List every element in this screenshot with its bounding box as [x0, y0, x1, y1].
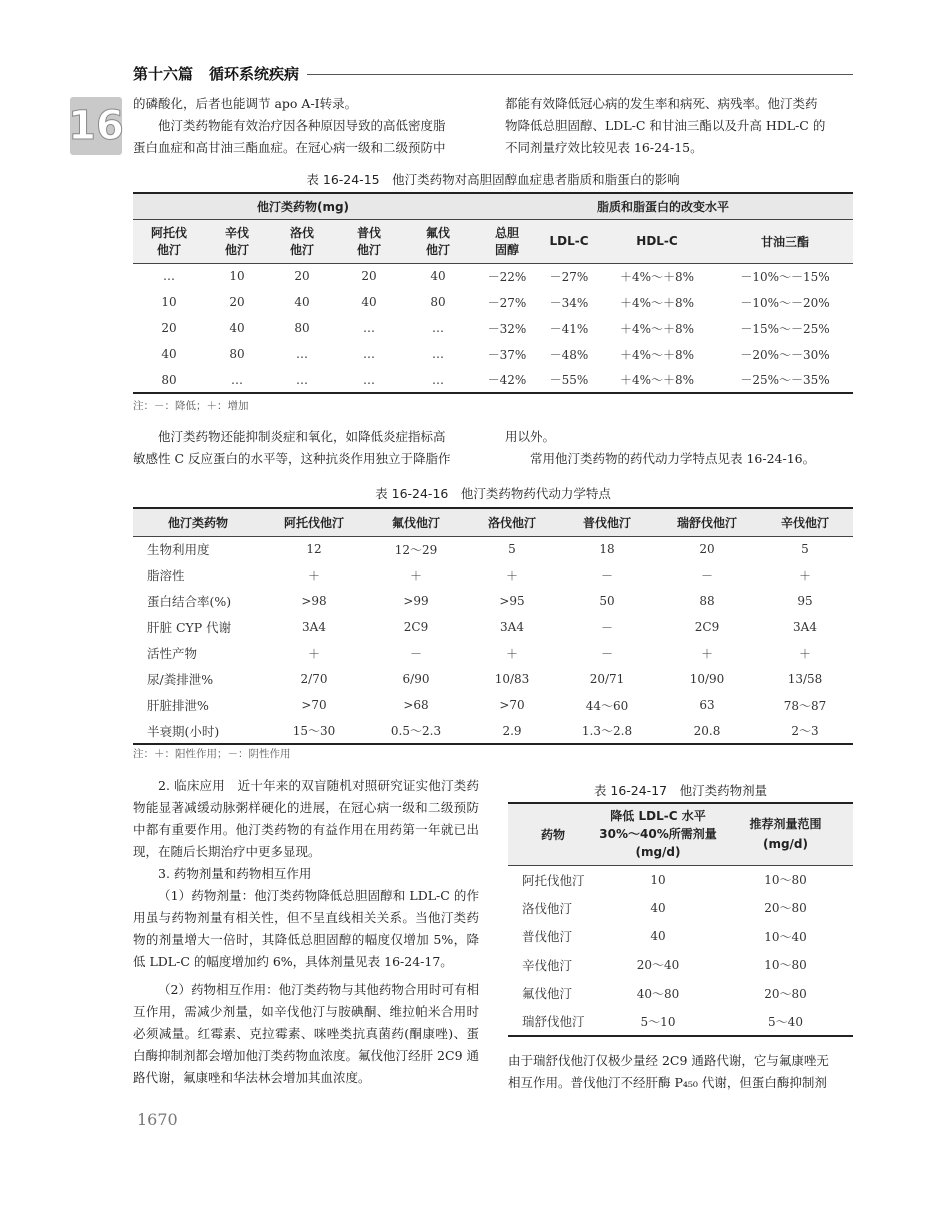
table-16-note: 注：＋：阳性作用；－：阴性作用 — [133, 748, 291, 760]
table-cell: … — [296, 347, 308, 361]
table-cell: －27% — [549, 269, 589, 284]
mid-left-line: 他汀类药物还能抑制炎症和氧化，如降低炎症指标高 — [158, 429, 446, 444]
table-cell: 5 — [801, 542, 809, 557]
table-cell: 1.3～2.8 — [581, 724, 633, 738]
table-cell: 10 — [161, 295, 177, 309]
table-cell: 2C9 — [403, 620, 429, 634]
table-cell: 12～29 — [394, 542, 438, 557]
part-title: 循环系统疾病 — [209, 64, 300, 83]
table-cell: 88 — [699, 594, 715, 608]
table-cell: … — [363, 347, 375, 361]
bottom-right-line: 相互作用。普伐他汀不经肝酶 P₄₅₀ 代谢，但蛋白酶抑制剂 — [508, 1075, 827, 1090]
table-cell: 40 — [430, 269, 446, 284]
table-15-body — [133, 263, 853, 393]
intro-right-line: 不同剂量疗效比较见表 16-24-15。 — [505, 140, 703, 155]
bottom-right-line: 由于瑞舒伐他汀仅极少量经 2C9 通路代谢，它与氟康唑无 — [508, 1053, 829, 1068]
table-cell: 20 — [161, 321, 177, 335]
table-15-col-header: 总胆 固醇 — [494, 226, 519, 257]
table-cell: －42% — [487, 373, 527, 387]
table-cell: 95 — [797, 594, 813, 608]
table-cell: 蛋白结合率(%) — [147, 594, 232, 609]
mid-right-column — [505, 426, 853, 470]
table-cell: 20.8 — [693, 723, 721, 738]
table-cell: 13/58 — [787, 672, 823, 686]
table-cell: － — [700, 568, 713, 583]
table-cell: 20 — [361, 269, 377, 284]
table-16-caption: 表 16-24-16 他汀类药物药代动力学特点 — [375, 486, 611, 501]
table-cell: 3A4 — [500, 620, 524, 634]
bottom-left-column — [133, 775, 479, 1089]
table-cell: 80 — [161, 372, 177, 387]
table-cell: >70 — [499, 698, 525, 712]
table-cell: 2～3 — [791, 724, 819, 738]
table-cell: ＋4%～＋8% — [619, 373, 695, 387]
table-cell: 肝脏排泄% — [147, 698, 209, 713]
table-16-col-header: 他汀类药物 — [167, 515, 228, 530]
table-cell: 20～80 — [764, 901, 807, 916]
table-15-col-header: 阿托伐 他汀 — [150, 226, 187, 257]
table-cell: >95 — [499, 594, 525, 608]
table-cell: ＋ — [798, 568, 811, 583]
table-row — [508, 922, 853, 951]
table-cell: －37% — [487, 347, 527, 362]
table-cell: 5～40 — [768, 1014, 803, 1029]
table-row — [133, 367, 853, 393]
table-15-col-header: HDL-C — [636, 234, 678, 248]
table-cell: 3A4 — [302, 620, 326, 634]
table-cell: 尿/粪排泄% — [147, 672, 214, 687]
table-cell: 肝脏 CYP 代谢 — [147, 620, 232, 635]
table-cell: 10～40 — [764, 929, 807, 944]
table-cell: 脂溶性 — [147, 568, 185, 583]
table-row — [133, 315, 853, 341]
table-cell: ＋ — [409, 568, 422, 583]
table-cell: 20 — [699, 542, 715, 557]
table-17-col-dose: 降低 LDL-C 水平 30%～40%所需剂量 (mg/d) — [599, 809, 717, 860]
intro-right-line: 都能有效降低冠心病的发生率和病死、病残率。他汀类药 — [505, 96, 818, 111]
table-cell: … — [363, 321, 375, 335]
running-header — [133, 62, 853, 84]
table-cell: … — [363, 372, 375, 387]
section-heading: 3. 药物剂量和药物相互作用 — [158, 866, 312, 881]
table-row — [133, 263, 853, 289]
table-row — [508, 951, 853, 980]
table-cell: －55% — [549, 373, 589, 387]
table-cell: 生物利用度 — [147, 542, 210, 558]
table-cell: 50 — [599, 594, 615, 608]
table-16-col-header: 洛伐他汀 — [487, 515, 536, 530]
table-cell: －32% — [487, 321, 527, 336]
intro-left-column — [133, 93, 479, 159]
table-cell: 0.5～2.3 — [390, 724, 442, 738]
chapter-number: 16 — [68, 103, 124, 149]
table-cell: 10～80 — [764, 958, 807, 973]
intro-left-line: 他汀类药物能有效治疗因各种原因导致的高低密度脂 — [158, 118, 446, 133]
table-15-group-lipids: 脂质和脂蛋白的改变水平 — [473, 193, 853, 219]
header-rule — [307, 74, 853, 75]
table-17-caption: 表 16-24-17 他汀类药物剂量 — [593, 783, 768, 798]
table-cell: ＋4%～＋8% — [619, 347, 695, 362]
table-cell: 20/71 — [589, 672, 625, 686]
page-number: 1670 — [137, 1110, 178, 1129]
table-16-col-header: 辛伐他汀 — [780, 515, 829, 530]
table-cell: ＋ — [307, 568, 320, 583]
table-cell: －34% — [549, 295, 589, 310]
table-cell: 5 — [508, 542, 516, 557]
table-15-col-header: 洛伐 他汀 — [289, 226, 314, 257]
table-cell: … — [296, 372, 308, 387]
table-cell: 氟伐他汀 — [522, 986, 573, 1002]
table-cell: … — [432, 372, 444, 387]
chapter-badge — [70, 97, 122, 155]
table-cell: 6/90 — [402, 672, 430, 686]
intro-left-line: 蛋白血症和高甘油三酯血症。在冠心病一级和二级预防中 — [133, 140, 446, 155]
table-cell: ＋4%～＋8% — [619, 321, 695, 336]
table-cell: 12 — [306, 542, 322, 557]
table-cell: 10/90 — [689, 672, 725, 686]
table-cell: ＋4%～＋8% — [619, 269, 695, 284]
table-cell: >98 — [301, 594, 327, 608]
table-cell: 10/83 — [494, 672, 530, 686]
table-cell: >68 — [403, 698, 429, 712]
table-cell: 2C9 — [694, 620, 720, 634]
table-row — [508, 894, 853, 923]
table-17-body — [508, 865, 853, 1036]
intro-right-column — [505, 93, 853, 159]
table-16-col-header: 瑞舒伐他汀 — [676, 515, 737, 530]
table-cell: 40 — [650, 900, 666, 915]
table-row — [133, 562, 853, 588]
table-row — [133, 666, 853, 692]
table-cell: 20～80 — [764, 986, 807, 1001]
table-17-col-range: 推荐剂量范围 (mg/d) — [749, 817, 822, 852]
mid-right-line: 用以外。 — [505, 429, 556, 444]
table-cell: 阿托伐他汀 — [522, 872, 585, 888]
table-cell: 80 — [430, 295, 446, 309]
table-cell: 20～40 — [636, 958, 680, 973]
table-cell: 40 — [161, 347, 177, 361]
mid-right-line: 常用他汀类药物的药代动力学特点见表 16-24-16。 — [530, 451, 816, 466]
table-cell: ＋ — [505, 646, 518, 661]
table-cell: －48% — [549, 347, 589, 362]
mid-left-line: 敏感性 C 反应蛋白的水平等，这种抗炎作用独立于降脂作 — [133, 451, 451, 466]
table-16-col-header: 普伐他汀 — [582, 515, 631, 530]
table-cell: … — [432, 347, 444, 361]
table-cell: 40 — [294, 295, 310, 309]
table-15-col-header: 甘油三酯 — [760, 234, 809, 249]
table-cell: 63 — [699, 698, 715, 712]
table-row — [133, 718, 853, 744]
table-cell: ＋ — [798, 646, 811, 661]
table-cell: … — [231, 372, 243, 387]
table-row — [133, 289, 853, 315]
table-cell: 10 — [229, 269, 245, 284]
dose-paragraph: （1）药物剂量：他汀类药物降低总胆固醇和 LDL-C 的作用虽与药物剂量有相关性，但不呈直线相关关系。当他汀类药物的剂量增大一倍时，其降低总胆固醇的幅度仅增加 5%，降低 LDL-C 的幅度增加约 6%，具体剂量见表 16-24-17。 — [133, 888, 479, 969]
table-row — [133, 536, 853, 562]
table-cell: 20 — [294, 269, 310, 284]
table-cell: 普伐他汀 — [522, 929, 573, 945]
table-cell: 洛伐他汀 — [522, 900, 573, 916]
table-15-col-header: 普伐 他汀 — [356, 226, 381, 257]
table-cell: 10 — [650, 872, 666, 887]
table-15 — [133, 192, 853, 394]
table-cell: 18 — [599, 542, 615, 557]
table-cell: ＋ — [307, 646, 320, 661]
table-cell: 5～10 — [640, 1014, 676, 1029]
table-cell: 3A4 — [793, 620, 817, 634]
table-row — [508, 865, 853, 894]
table-17 — [508, 802, 853, 1037]
table-cell: 15～30 — [292, 724, 336, 738]
table-cell: － — [600, 646, 613, 661]
interaction-paragraph: （2）药物相互作用：他汀类药物与其他药物合用时可有相互作用，需减少剂量，如辛伐他汀与胺碘酮、维拉帕米合用时必须减量。红霉素、克拉霉素、咪唑类抗真菌药(酮康唑)、蛋白酶抑制剂都会增加他汀类药物血浓度。氟伐他汀经肝 2C9 通路代谢，氟康唑和华法林会增加其血浓度。 — [133, 982, 479, 1085]
table-cell: －27% — [487, 295, 527, 310]
table-cell: 20 — [229, 295, 245, 309]
table-15-caption: 表 16-24-15 他汀类药物对高胆固醇血症患者脂质和脂蛋白的影响 — [306, 172, 680, 187]
table-cell: 40～80 — [636, 986, 680, 1001]
table-row — [133, 614, 853, 640]
table-cell: ＋4%～＋8% — [619, 295, 695, 310]
table-cell: － — [600, 620, 613, 635]
table-15-col-header: 氟伐 他汀 — [425, 226, 450, 257]
table-17-col-drug: 药物 — [540, 827, 565, 842]
table-row — [133, 640, 853, 666]
table-cell: －22% — [487, 269, 527, 284]
table-16-col-header: 氟伐他汀 — [391, 515, 440, 530]
table-cell: 80 — [294, 321, 310, 335]
table-cell: 瑞舒伐他汀 — [522, 1014, 585, 1030]
table-cell: － — [600, 568, 613, 583]
table-16 — [133, 507, 853, 745]
table-cell: >70 — [301, 698, 327, 712]
table-cell: >99 — [403, 594, 429, 608]
table-15-group-drugs: 他汀类药物(mg) — [133, 193, 473, 219]
mid-left-column — [133, 426, 479, 470]
table-cell: －15%～－25% — [740, 321, 830, 336]
table-cell: … — [432, 321, 444, 335]
table-row — [133, 341, 853, 367]
intro-right-line: 物降低总胆固醇、LDL-C 和甘油三酯以及升高 HDL-C 的 — [505, 118, 826, 133]
table-cell: －41% — [549, 321, 589, 336]
table-cell: 10～80 — [764, 873, 807, 887]
table-cell: 半衰期(小时) — [147, 723, 220, 739]
part-label: 第十六篇 — [133, 64, 194, 83]
table-cell: ＋ — [700, 646, 713, 661]
table-cell: 活性产物 — [147, 646, 198, 661]
table-cell: － — [409, 646, 422, 661]
table-cell: 40 — [650, 929, 666, 944]
table-cell: 2.9 — [502, 723, 522, 738]
table-cell: －10%～－15% — [740, 269, 830, 284]
table-cell: －20%～－30% — [740, 347, 830, 362]
table-cell: 辛伐他汀 — [522, 957, 573, 973]
table-cell: 80 — [229, 347, 245, 361]
table-cell: 40 — [229, 321, 245, 335]
table-15-col-header: LDL-C — [549, 234, 589, 248]
table-cell: 44～60 — [585, 698, 629, 713]
table-cell: 2/70 — [300, 672, 328, 686]
table-cell: 78～87 — [783, 698, 827, 713]
clinical-use-paragraph: 2. 临床应用 近十年来的双盲随机对照研究证实他汀类药物能显著减缓动脉粥样硬化的进展，在冠心病一级和二级预防中都有重要作用。他汀类药物的有益作用在用药第一年就已出现，在随后长期治疗中更多显现。 — [133, 778, 479, 859]
table-15-note: 注：－：降低；＋：增加 — [133, 400, 249, 412]
table-cell: －25%～－35% — [740, 373, 830, 387]
table-cell: ＋ — [505, 568, 518, 583]
table-row — [133, 692, 853, 718]
table-row — [508, 1008, 853, 1037]
table-row — [133, 588, 853, 614]
bottom-right-column — [508, 1050, 854, 1094]
table-row — [508, 979, 853, 1008]
table-16-body — [133, 536, 853, 744]
table-16-col-header: 阿托伐他汀 — [283, 515, 344, 530]
table-cell: … — [163, 269, 175, 284]
table-15-col-header: 辛伐 他汀 — [224, 226, 249, 257]
table-cell: －10%～－20% — [740, 295, 830, 310]
table-cell: 40 — [361, 295, 377, 309]
intro-left-line: 的磷酸化，后者也能调节 apo A-Ⅰ转录。 — [133, 96, 358, 111]
